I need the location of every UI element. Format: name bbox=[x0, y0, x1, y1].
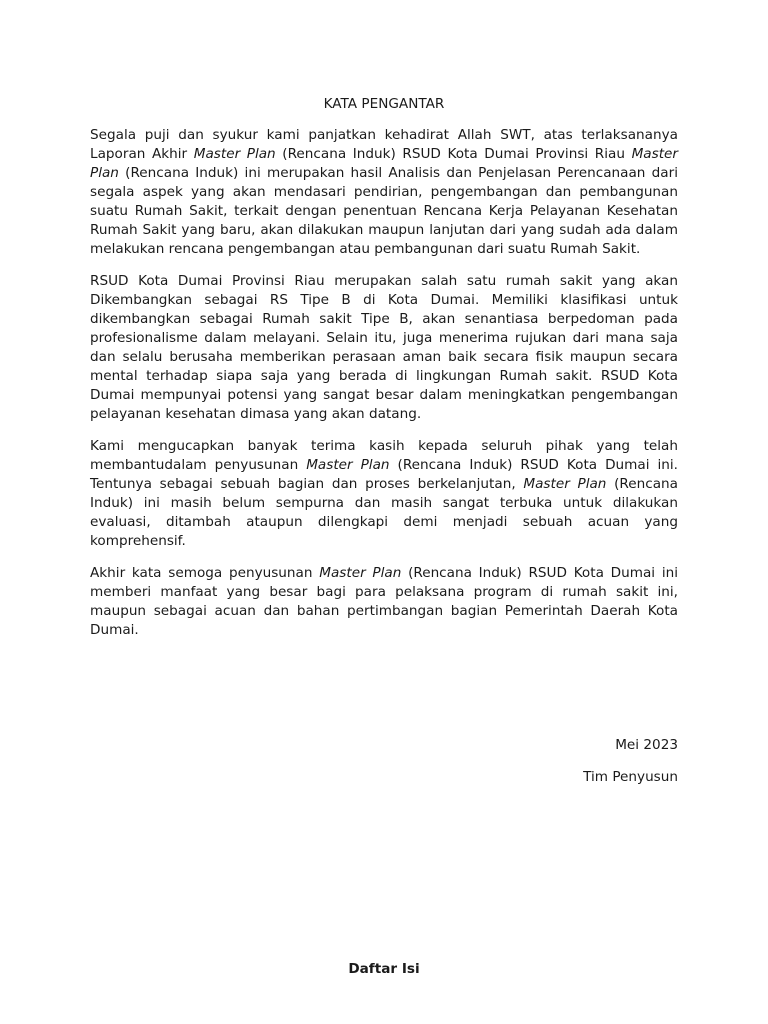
italic-term: Master Plan bbox=[193, 146, 276, 162]
page-title: KATA PENGANTAR bbox=[323, 96, 445, 112]
text-run: RSUD Kota Dumai Provinsi Riau merupakan salah satu rumah sakit yang akan Dikembangkan sebagai RS Tipe B di Kota Dumai. Memiliki klasifikasi untuk dikembangkan sebagai Rumah sakit Tipe B, akan senantiasa berpedoman pada profesionalisme dalam melayani. Selain itu, juga menerima rujukan dari mana saja dan selalu berusaha memberikan perasaan aman baik secara fisik maupun secara mental terhadap siapa saja yang berada di lingkungan Rumah sakit. RSUD Kota Dumai mempunyai potensi yang sangat besar dalam meningkatkan pengembangan pelayanan kesehatan dimasa yang akan datang. bbox=[90, 273, 678, 422]
paragraph-3 bbox=[90, 437, 678, 551]
text-run: (Rencana Induk) ini merupakan hasil Analisis dan Penjelasan Perencanaan dari segala aspek yang akan mendasari pendirian, pengembangan dan pembangunan suatu Rumah Sakit, terkait dengan penentuan Rencana Kerja Pelayanan Kesehatan Rumah Sakit yang baru, akan dilakukan maupun lanjutan dari yang sudah ada dalam melakukan rencana pengembangan atau pembangunan dari suatu Rumah Sakit. bbox=[90, 165, 678, 257]
paragraph-2 bbox=[90, 272, 678, 424]
signature-date: Mei 2023 bbox=[615, 737, 678, 753]
text-run: (Rencana Induk) RSUD Kota Dumai Provinsi Riau bbox=[275, 146, 632, 162]
signature-author: Tim Penyusun bbox=[583, 769, 678, 785]
text-run: (Rencana Induk) RSUD Kota Dumai ini. Tentunya sebagai sebuah bagian dan proses berkelanjutan, bbox=[90, 457, 678, 492]
italic-term: Master Plan bbox=[90, 146, 678, 181]
italic-term: Master Plan bbox=[306, 457, 390, 473]
text-run: Kami mengucapkan banyak terima kasih kepada seluruh pihak yang telah membantudalam penyusunan bbox=[90, 438, 678, 473]
text-run: (Rencana Induk) RSUD Kota Dumai ini memberi manfaat yang besar bagi para pelaksana program di rumah sakit ini, maupun sebagai acuan dan bahan pertimbangan bagian Pemerintah Daerah Kota Dumai. bbox=[90, 565, 678, 638]
table-of-contents-heading: Daftar Isi bbox=[348, 961, 420, 977]
paragraph-1 bbox=[90, 126, 678, 259]
italic-term: Master Plan bbox=[319, 565, 402, 581]
italic-term: Master Plan bbox=[523, 476, 607, 492]
text-run: (Rencana Induk) ini masih belum sempurna dan masih sangat terbuka untuk dilakukan evaluasi, ditambah ataupun dilengkapi demi menjadi sebuah acuan yang komprehensif. bbox=[90, 476, 678, 549]
foreword-body bbox=[90, 126, 678, 653]
text-run: Segala puji dan syukur kami panjatkan kehadirat Allah SWT, atas terlaksananya Laporan Akhir bbox=[90, 127, 678, 162]
text-run: Akhir kata semoga penyusunan bbox=[90, 565, 320, 581]
paragraph-4 bbox=[90, 564, 678, 640]
